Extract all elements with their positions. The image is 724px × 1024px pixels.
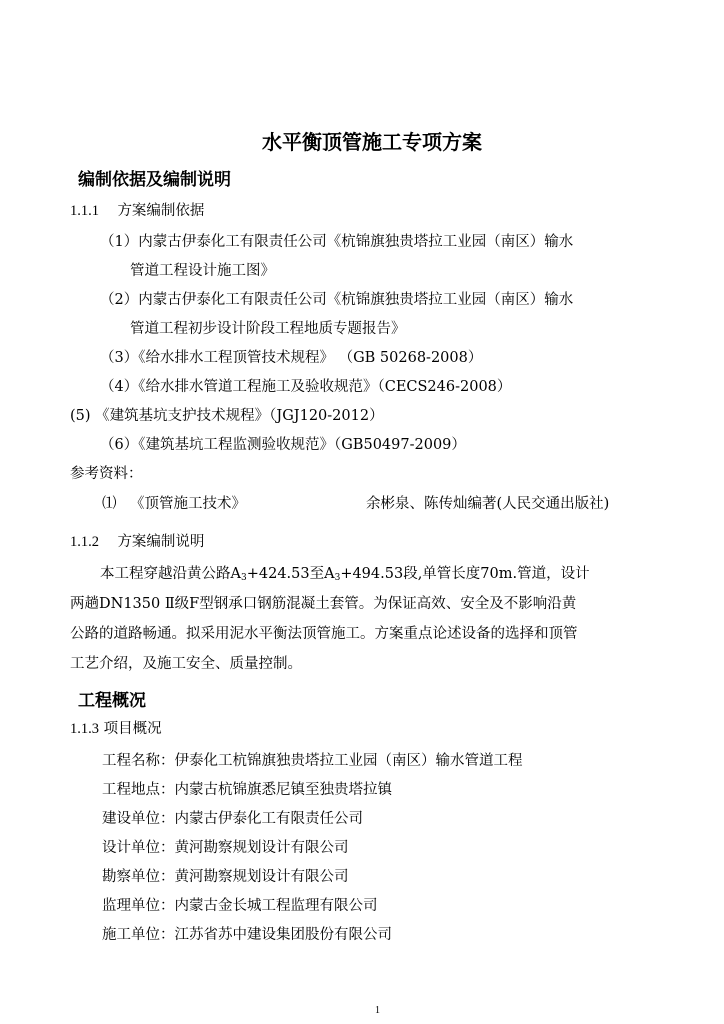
- section-heading-overview: 工程概况: [78, 691, 146, 711]
- reference-3: （3）《给水排水工程顶管技术规程》 （GB 50268-2008）: [100, 350, 483, 366]
- reference-book-title: 《顶管施工技术》: [130, 496, 246, 512]
- paragraph-line-3: 公路的道路畅通。拟采用泥水平衡法顶管施工。方案重点论述设备的选择和顶管: [70, 626, 578, 642]
- reference-2-line-2: 管道工程初步设计阶段工程地质专题报告》: [130, 321, 406, 337]
- paragraph-text: +424.53至A: [246, 566, 335, 582]
- reference-4: （4）《给水排水管道工程施工及验收规范》（CECS246-2008）: [100, 379, 512, 395]
- subsection-1-1-3: [70, 717, 162, 738]
- document-title: 水平衡顶管施工专项方案: [262, 130, 482, 154]
- reference-5: (5) 《建筑基坑支护技术规程》（JGJ120-2012）: [70, 408, 384, 424]
- reference-1-line-2: 管道工程设计施工图》: [130, 263, 275, 279]
- subsection-1-1-2: [70, 530, 204, 551]
- subsection-title: 方案编制依据: [117, 203, 205, 219]
- reference-book-number: ⑴: [102, 496, 117, 512]
- reference-1-line-1: （1）内蒙古伊泰化工有限责任公司《杭锦旗独贵塔拉工业园（南区）输水: [100, 234, 574, 250]
- subsection-number: 1.1.2: [70, 534, 99, 550]
- subsection-number: 1.1.3: [70, 721, 99, 737]
- section-heading-basis: 编制依据及编制说明: [78, 170, 231, 190]
- project-info-designer: 设计单位：黄河勘察规划设计有限公司: [102, 840, 349, 856]
- project-info-location: 工程地点：内蒙古杭锦旗悉尼镇至独贵塔拉镇: [102, 782, 392, 798]
- project-info-name: 工程名称：伊泰化工杭锦旗独贵塔拉工业园（南区）输水管道工程: [102, 753, 523, 769]
- subsection-title: 项目概况: [103, 721, 162, 737]
- subsection-number: 1.1.1: [70, 203, 99, 219]
- subsection-title: 方案编制说明: [117, 534, 205, 550]
- reference-book-author: 余彬泉、陈传灿编著(人民交通出版社): [366, 496, 610, 512]
- paragraph-text: 本工程穿越沿黄公路A: [100, 566, 241, 582]
- subscript: 3: [334, 573, 341, 583]
- project-info-owner: 建设单位：内蒙古伊泰化工有限责任公司: [102, 811, 363, 827]
- paragraph-text: +494.53段,单管长度70m.管道，设计: [340, 566, 590, 582]
- page-number: 1: [375, 1005, 380, 1016]
- reference-2-line-1: （2）内蒙古伊泰化工有限责任公司《杭锦旗独贵塔拉工业园（南区）输水: [100, 292, 574, 308]
- project-info-contractor: 施工单位：江苏省苏中建设集团股份有限公司: [102, 927, 392, 943]
- subscript: 3: [240, 573, 247, 583]
- project-info-supervisor: 监理单位：内蒙古金长城工程监理有限公司: [102, 898, 378, 914]
- paragraph-line-4: 工艺介绍，及施工安全、质量控制。: [70, 656, 302, 672]
- project-info-surveyor: 勘察单位：黄河勘察规划设计有限公司: [102, 869, 349, 885]
- reference-label: 参考资料：: [70, 466, 143, 482]
- subsection-1-1-1: [70, 199, 204, 220]
- reference-6: （6）《建筑基坑工程监测验收规范》（GB50497-2009）: [100, 437, 466, 453]
- paragraph-line-2: 两趟DN1350 Ⅱ级F型钢承口钢筋混凝土套管。为保证高效、安全及不影响沿黄: [70, 596, 577, 612]
- paragraph-line-1: [100, 562, 590, 583]
